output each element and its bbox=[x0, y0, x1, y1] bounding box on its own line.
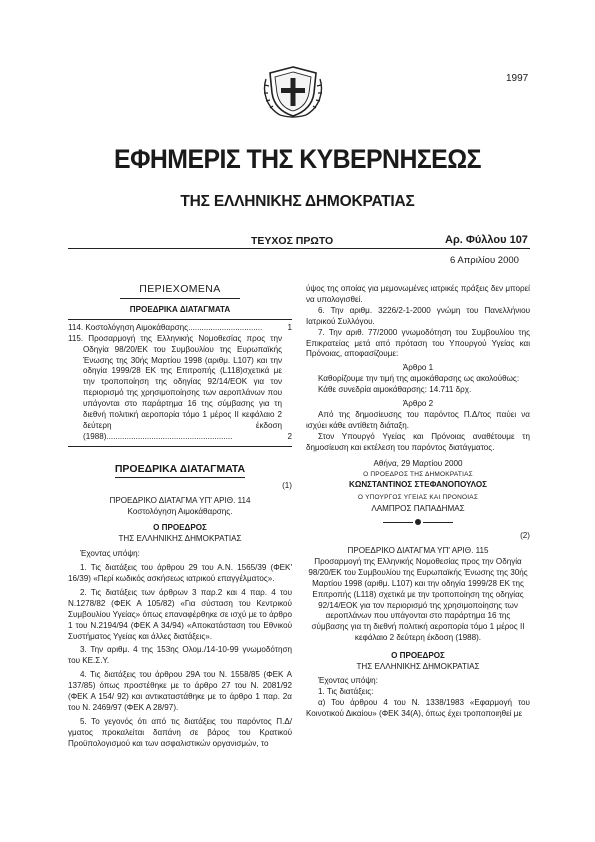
decree1-paragraph: 3. Την αριθμ. 4 της 153ης Ολομ./14-10-99 γνωμοδότηση του ΚΕ.Σ.Υ. bbox=[68, 645, 292, 666]
decree1-continuation: ύψος της οποίας για μεμονωμένες ιατρικές πράξεις δεν μπορεί να υπολογισθεί. bbox=[306, 284, 530, 304]
decree1-paragraph: 2. Τις διατάξεις των άρθρων 3 παρ.2 και 4 παρ. 4 του Ν.1278/82 (ΦΕΚ Α 105/82) «Για σύσταση του Κεντρικού Συμβουλίου Υγείας» όπως επαναφέρθηκε σε ισχύ με το άρθρο 1 του Ν.2194/94 (ΦΕΚ Α 34/94) «Αποκατάσταση του Εθνικού Συστήματος Υγείας και άλλες διατάξεις». bbox=[68, 587, 292, 641]
decrees-heading: ΠΡΟΕΔΡΙΚΑ ΔΙΑΤΑΓΜΑΤΑ bbox=[114, 462, 246, 475]
toc-item[interactable] bbox=[68, 323, 292, 334]
minister-name: ΛΑΜΠΡΟΣ ΠΑΠΑΔΗΜΑΣ bbox=[371, 504, 465, 514]
decree2-having-regard: Έχοντας υπόψη: bbox=[318, 676, 378, 685]
toc-heading: ΠΕΡΙΕΧΟΜΕΝΑ bbox=[139, 283, 221, 295]
sheet-number: Αρ. Φύλλου 107 bbox=[445, 234, 528, 246]
toc-item[interactable] bbox=[68, 334, 292, 443]
article1-text: Καθορίζουμε την τιμή της αιμοκάθαρσης ως ακολούθως: bbox=[318, 374, 520, 384]
decree2-title: ΠΡΟΕΔΡΙΚΟ ΔΙΑΤΑΓΜΑ ΥΠ' ΑΡΙΘ. 115 bbox=[347, 546, 489, 556]
decree2-republic: ΤΗΣ ΕΛΛΗΝΙΚΗΣ ΔΗΜΟΚΡΑΤΙΑΣ bbox=[356, 662, 480, 672]
toc-rule bbox=[68, 319, 292, 320]
toc-heading-rule bbox=[120, 298, 240, 299]
greek-coat-of-arms-emblem bbox=[262, 63, 324, 119]
article2-text: Από της δημοσίευσης του παρόντος Π.Δ/τος παύει να ισχύει κάθε αντίθετη διάταξη. bbox=[306, 409, 530, 430]
decree2-president: Ο ΠΡΟΕΔΡΟΣ bbox=[391, 651, 445, 661]
decree2-point: 1. Τις διατάξεις: bbox=[318, 686, 374, 696]
toc-item-text: 115. Προσαρμογή της Ελληνικής Νομοθεσίας προς την Οδηγία 98/20/ΕΚ του Συμβουλίου της Ευρωπαϊκής Ένωσης της 30ής Μαρτίου 1998 (αριθμ. L107) και την οδηγία 1999/28 ΕΚ της Επιτροπής (L118)σχετικά με την τροποποίηση της οδηγίας 92/14/ΕΟΚ για τον περιορισμό της χρησιμοποίησης των αεροπλάνων που υπάγονται στο παράρτημα 16 της σύμβασης για τη διεθνή πολιτική αεροπορία τόμο 1 μέρος ΙΙ κεφάλαιο 2 δεύτερη έκδοση (1988)........................................................ bbox=[68, 333, 282, 441]
issue-date: 6 Απριλίου 2000 bbox=[450, 255, 519, 266]
toc-end-rule bbox=[68, 446, 292, 447]
decree1-continuation: 7. Την αριθ. 77/2000 γνωμοδότηση του Συμβουλίου της Επικρατείας μετά από πρόταση του Υπουργού Υγείας και Πρόνοιας, αποφασίζουμε: bbox=[306, 327, 530, 359]
article1-price: Κάθε συνεδρία αιμοκάθαρσης: 14.711 δρχ. bbox=[318, 385, 472, 395]
decree1-paragraph: 1. Τις διατάξεις του άρθρου 29 του Α.Ν. 1565/39 (ΦΕΚ' 16/39) «Περί κωδικός ασκήσεως ιατρικού επαγγέλματος». bbox=[68, 563, 292, 584]
page-number: 1997 bbox=[506, 73, 529, 84]
right-column bbox=[306, 284, 530, 720]
minister-title: Ο ΥΠΟΥΡΓΟΣ ΥΓΕΙΑΣ ΚΑΙ ΠΡΟΝΟΙΑΣ bbox=[357, 494, 479, 502]
decree2-marker: (2) bbox=[520, 531, 530, 541]
left-column bbox=[68, 284, 292, 750]
decree1-marker: (1) bbox=[282, 480, 292, 490]
toc-item-page: 2 bbox=[287, 431, 292, 441]
article2-text: Στον Υπουργό Υγείας και Πρόνοιας αναθέτουμε τη δημοσίευση και εκτέλεση του παρόντος διατάγματος. bbox=[306, 431, 530, 452]
issue-label: ΤΕΥΧΟΣ ΠΡΩΤΟ bbox=[251, 235, 334, 247]
decree1-continuation: 6. Την αριθμ. 3226/2-1-2000 γνώμη του Πανελλήνιου Ιατρικού Συλλόγου. bbox=[306, 305, 530, 326]
decree2-point: α) Του άρθρου 4 του Ν. 1338/1983 «Εφαρμογή του Κοινοτικού Δικαίου» (ΦΕΚ 34(Α), όπως έχει τροποποιηθεί με bbox=[306, 697, 530, 718]
article2-label: Άρθρο 2 bbox=[402, 399, 434, 409]
issue-rule bbox=[68, 248, 530, 249]
gazette-title: ΕΦΗΜΕΡΙΣ ΤΗΣ ΚΥΒΕΡΝΗΣΕΩΣ bbox=[114, 144, 481, 174]
decree1-having-regard: Έχοντας υπόψη: bbox=[80, 549, 140, 559]
article1-label: Άρθρο 1 bbox=[402, 363, 434, 373]
decrees-heading-rule bbox=[115, 477, 245, 478]
signer-title: Ο ΠΡΟΕΔΡΟΣ ΤΗΣ ΔΗΜΟΚΡΑΤΙΑΣ bbox=[363, 470, 473, 478]
place-date: Αθήνα, 29 Μαρτίου 2000 bbox=[373, 458, 463, 468]
toc-item-text: 114. Κοστολόγηση Αιμοκάθαρσης................................. bbox=[68, 322, 263, 332]
decree1-paragraph: 4. Τις διατάξεις του άρθρου 29Α του Ν. 1558/85 (ΦΕΚ Α 137/85) όπως προστέθηκε με το άρθρο 27 του Ν. 2081/92 (ΦΕΚ Α 154/ 92) και αντικαταστάθηκε με το άρθρο 1 παρ. 2α του Ν. 2469/97 (ΦΕΚ Α 28/97). bbox=[68, 670, 292, 712]
signer-name: ΚΩΝΣΤΑΝΤΙΝΟΣ ΣΤΕΦΑΝΟΠΟΥΛΟΣ bbox=[348, 480, 488, 490]
decree1-president: Ο ΠΡΟΕΔΡΟΣ bbox=[153, 523, 207, 533]
gazette-subtitle: ΤΗΣ ΕΛΛΗΝΙΚΗΣ ΔΗΜΟΚΡΑΤΙΑΣ bbox=[180, 193, 415, 210]
decree-divider bbox=[306, 519, 530, 525]
decree1-subject: Κοστολόγηση Αιμοκάθαρσης. bbox=[127, 506, 233, 516]
toc-item-page: 1 bbox=[287, 322, 292, 332]
decree1-title: ΠΡΟΕΔΡΙΚΟ ΔΙΑΤΑΓΜΑ ΥΠ' ΑΡΙΘ. 114 bbox=[109, 495, 251, 505]
toc-section: ΠΡΟΕΔΡΙΚΑ ΔΙΑΤΑΓΜΑΤΑ bbox=[129, 304, 231, 314]
decree1-republic: ΤΗΣ ΕΛΛΗΝΙΚΗΣ ΔΗΜΟΚΡΑΤΙΑΣ bbox=[118, 534, 242, 544]
decree1-paragraph: 5. Το γεγονός ότι από τις διατάξεις του παρόντος Π.Δ/γματος προκαλείται δαπάνη σε βάρος του Κρατικού Προϋπολογισμού και των ασφαλιστικών οργανισμών, το bbox=[68, 716, 292, 748]
decree2-subject: Προσαρμογή της Ελληνικής Νομοθεσίας προς την Οδηγία 98/20/ΕΚ του Συμβουλίου της Ευρωπαϊκής Ένωσης της 30ής Μαρτίου 1998 (αριθμ. L107) και την οδηγία 1999/28 ΕΚ της Επιτροπής (L118) σχετικά με την τροποποίηση της οδηγίας 92/14/ΕΟΚ για τον περιορισμό της χρησιμοποίησης των αεροπλάνων που υπάγονται στο παράρτημα 16 της σύμβασης για τη διεθνή πολιτική αεροπορία τόμο 1 μέρος ΙΙ κεφάλαιο 2 δεύτερη έκδοση (1988). bbox=[308, 556, 528, 643]
